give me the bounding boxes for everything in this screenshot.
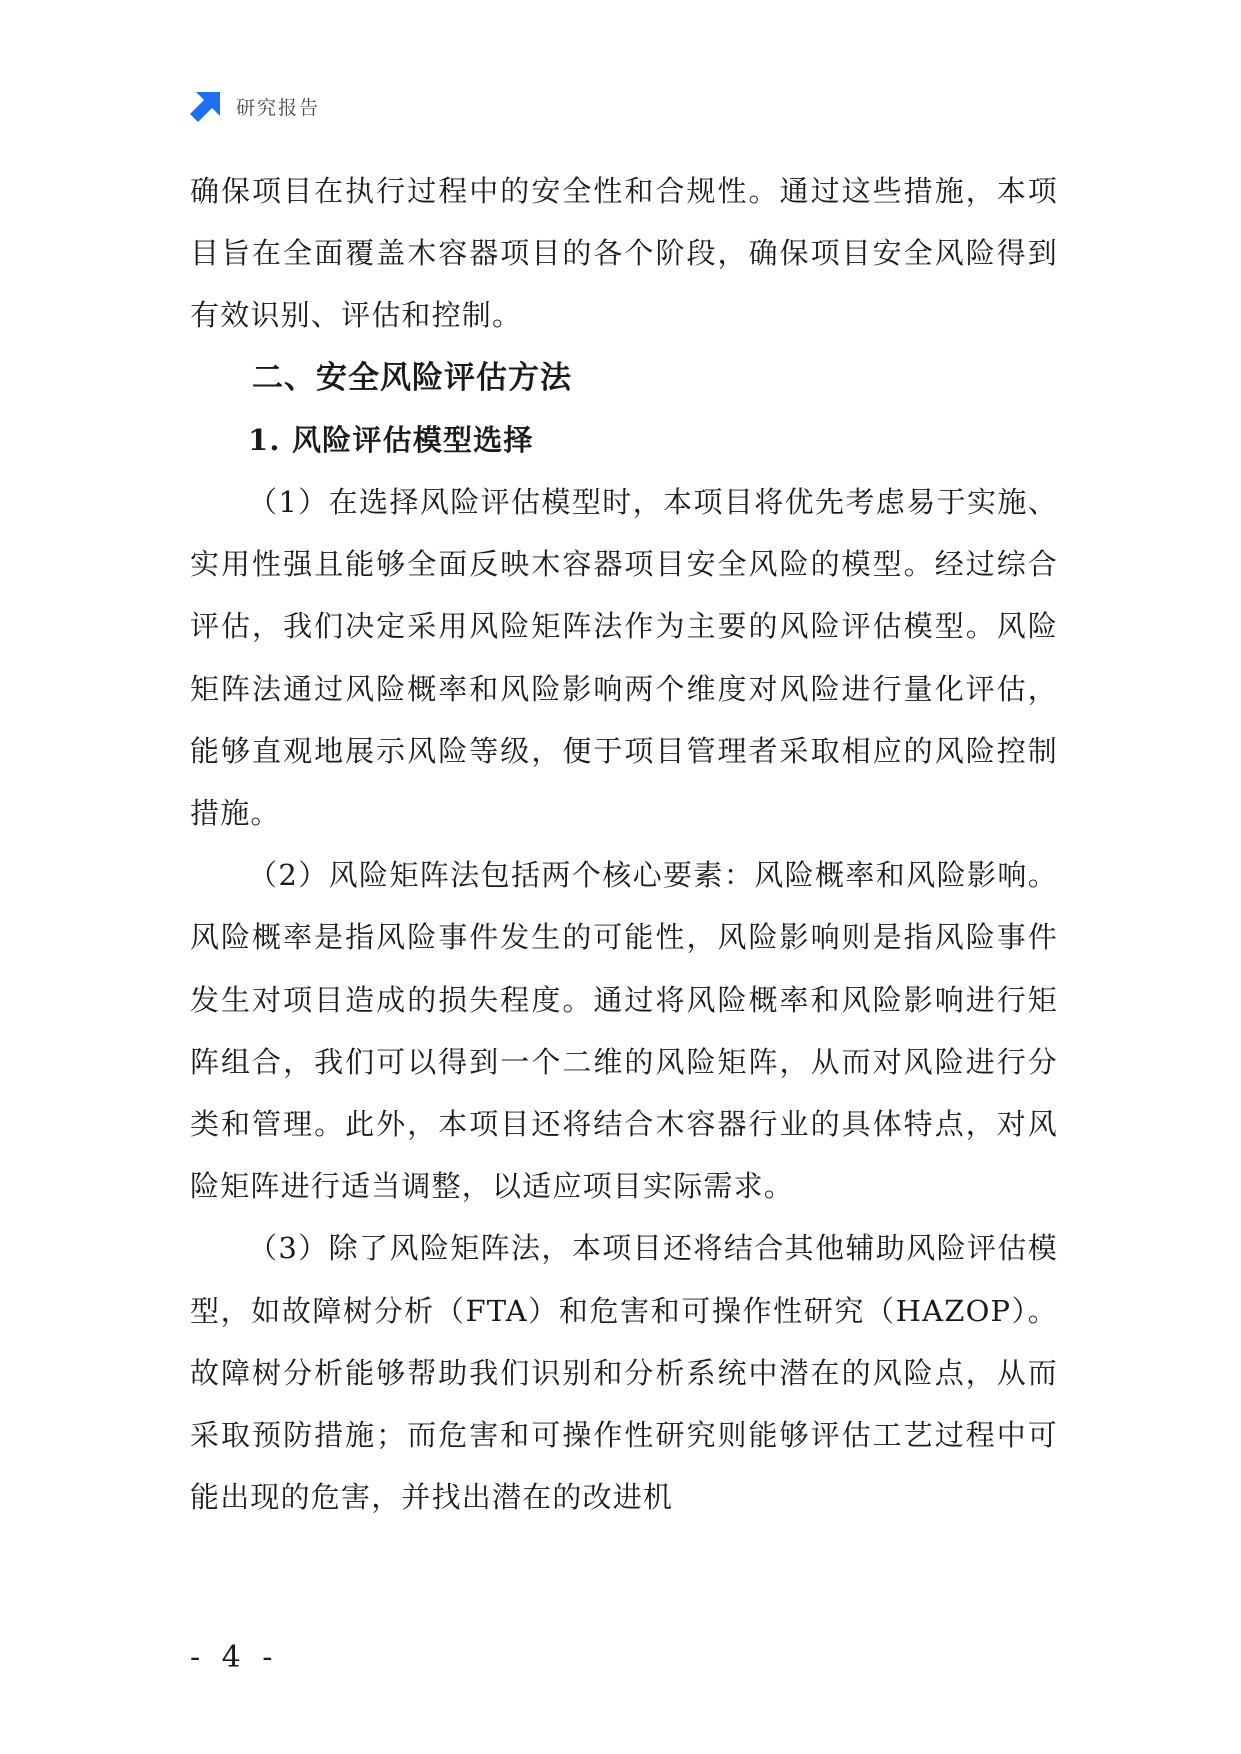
paragraph-2: （2）风险矩阵法包括两个核心要素：风险概率和风险影响。风险概率是指风险事件发生的可能性，风险影响则是指风险事件发生对项目造成的损失程度。通过将风险概率和风险影响进行矩阵组合，我们可以得到一个二维的风险矩阵，从而对风险进行分类和管理。此外，本项目还将结合木容器行业的具体特点，对风险矩阵进行适当调整，以适应项目实际需求。 xyxy=(190,858,1058,1204)
page-number: - 4 - xyxy=(190,1640,279,1675)
paragraph-3: （3）除了风险矩阵法，本项目还将结合其他辅助风险评估模型，如故障树分析（FTA）和危害和可操作性研究（HAZOP）。故障树分析能够帮助我们识别和分析系统中潜在的风险点，从而采取预防措施；而危害和可操作性研究则能够评估工艺过程中可能出现的危害，并找出潜在的改进机 xyxy=(190,1231,1058,1515)
document-body xyxy=(190,160,1058,1528)
header-title: 研究报告 xyxy=(236,96,321,119)
section-heading: 二、安全风险评估方法 xyxy=(252,359,572,396)
report-header xyxy=(190,88,320,124)
paragraph-1: （1）在选择风险评估模型时，本项目将优先考虑易于实施、实用性强且能够全面反映木容器项目安全风险的模型。经过综合评估，我们决定采用风险矩阵法作为主要的风险评估模型。风险矩阵法通过风险概率和风险影响两个维度对风险进行量化评估，能够直观地展示风险等级，便于项目管理者采取相应的风险控制措施。 xyxy=(190,485,1058,831)
continuation-paragraph: 确保项目在执行过程中的安全性和合规性。通过这些措施，本项目旨在全面覆盖木容器项目的各个阶段，确保项目安全风险得到有效识别、评估和控制。 xyxy=(190,174,1058,333)
subsection-heading: 1. 风险评估模型选择 xyxy=(248,422,534,457)
arrow-up-right-icon xyxy=(190,90,222,122)
